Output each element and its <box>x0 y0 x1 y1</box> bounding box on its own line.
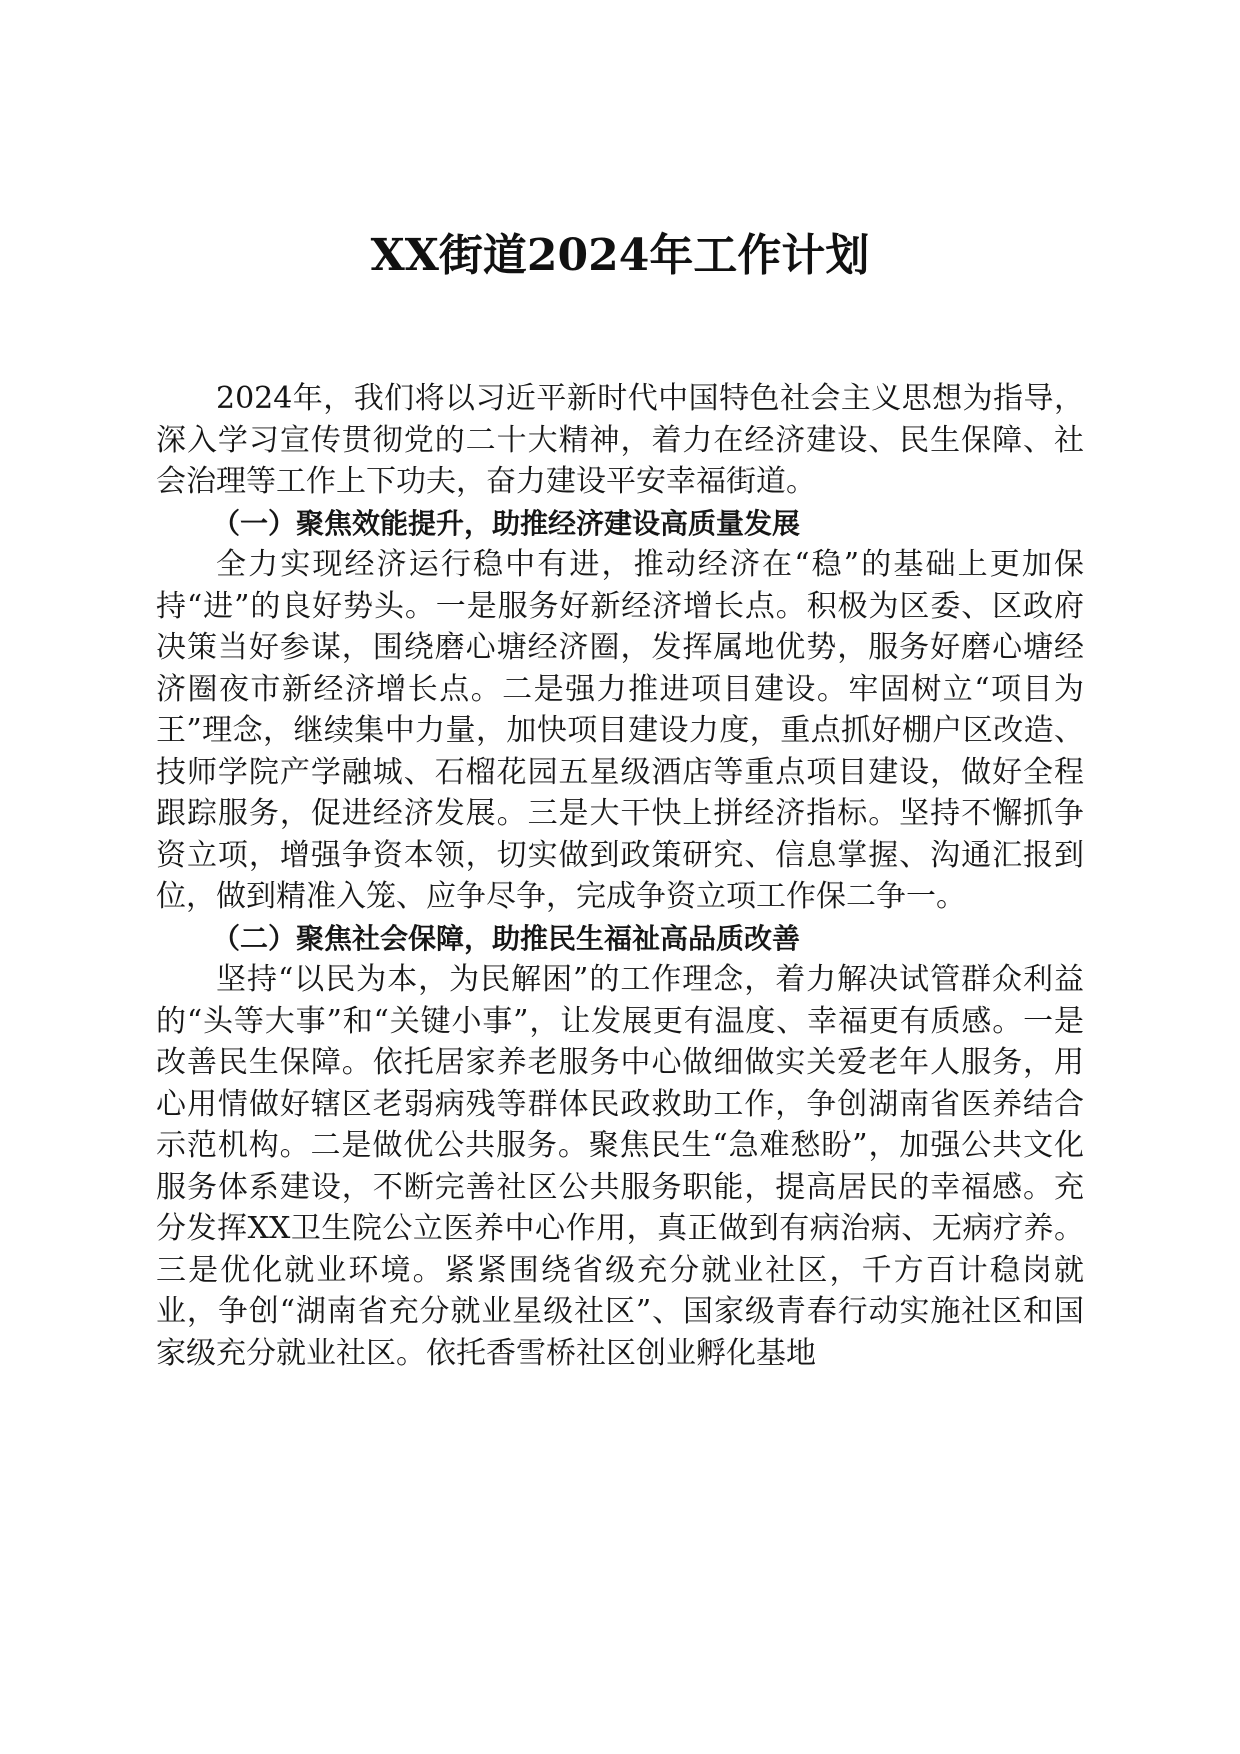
document-title: XX街道2024年工作计划 <box>370 230 870 281</box>
document-body <box>156 378 1084 1374</box>
section-2-paragraph: 坚持“以民为本，为民解困”的工作理念，着力解决试管群众利益的“头等大事”和“关键小事”，让发展更有温度、幸福更有质感。一是改善民生保障。依托居家养老服务中心做细做实关爱老年人服务，用心用情做好辖区老弱病残等群体民政救助工作，争创湖南省医养结合示范机构。二是做优公共服务。聚焦民生“急难愁盼”，加强公共文化服务体系建设，不断完善社区公共服务职能，提高居民的幸福感。充分发挥XX卫生院公立医养中心作用，真正做到有病治病、无病疗养。三是优化就业环境。紧紧围绕省级充分就业社区，千方百计稳岗就业，争创“湖南省充分就业星级社区”、国家级青春行动实施社区和国家级充分就业社区。依托香雪桥社区创业孵化基地 <box>156 962 1084 1371</box>
intro-paragraph: 2024年，我们将以习近平新时代中国特色社会主义思想为指导，深入学习宣传贯彻党的二十大精神，着力在经济建设、民生保障、社会治理等工作上下功夫，奋力建设平安幸福街道。 <box>156 381 1084 499</box>
section-heading-1: （一）聚焦效能提升，助推经济建设高质量发展 <box>212 506 801 540</box>
section-1-paragraph: 全力实现经济运行稳中有进，推动经济在“稳”的基础上更加保持“进”的良好势头。一是服务好新经济增长点。积极为区委、区政府决策当好参谋，围绕磨心塘经济圈，发挥属地优势，服务好磨心塘经济圈夜市新经济增长点。二是强力推进项目建设。牢固树立“项目为王”理念，继续集中力量，加快项目建设力度，重点抓好棚户区改造、技师学院产学融城、石榴花园五星级酒店等重点项目建设，做好全程跟踪服务，促进经济发展。三是大干快上拼经济指标。坚持不懈抓争资立项，增强争资本领，切实做到政策研究、信息掌握、沟通汇报到位，做到精准入笼、应争尽争，完成争资立项工作保二争一。 <box>156 547 1084 914</box>
section-heading-2: （二）聚焦社会保障，助推民生福祉高品质改善 <box>212 921 801 955</box>
